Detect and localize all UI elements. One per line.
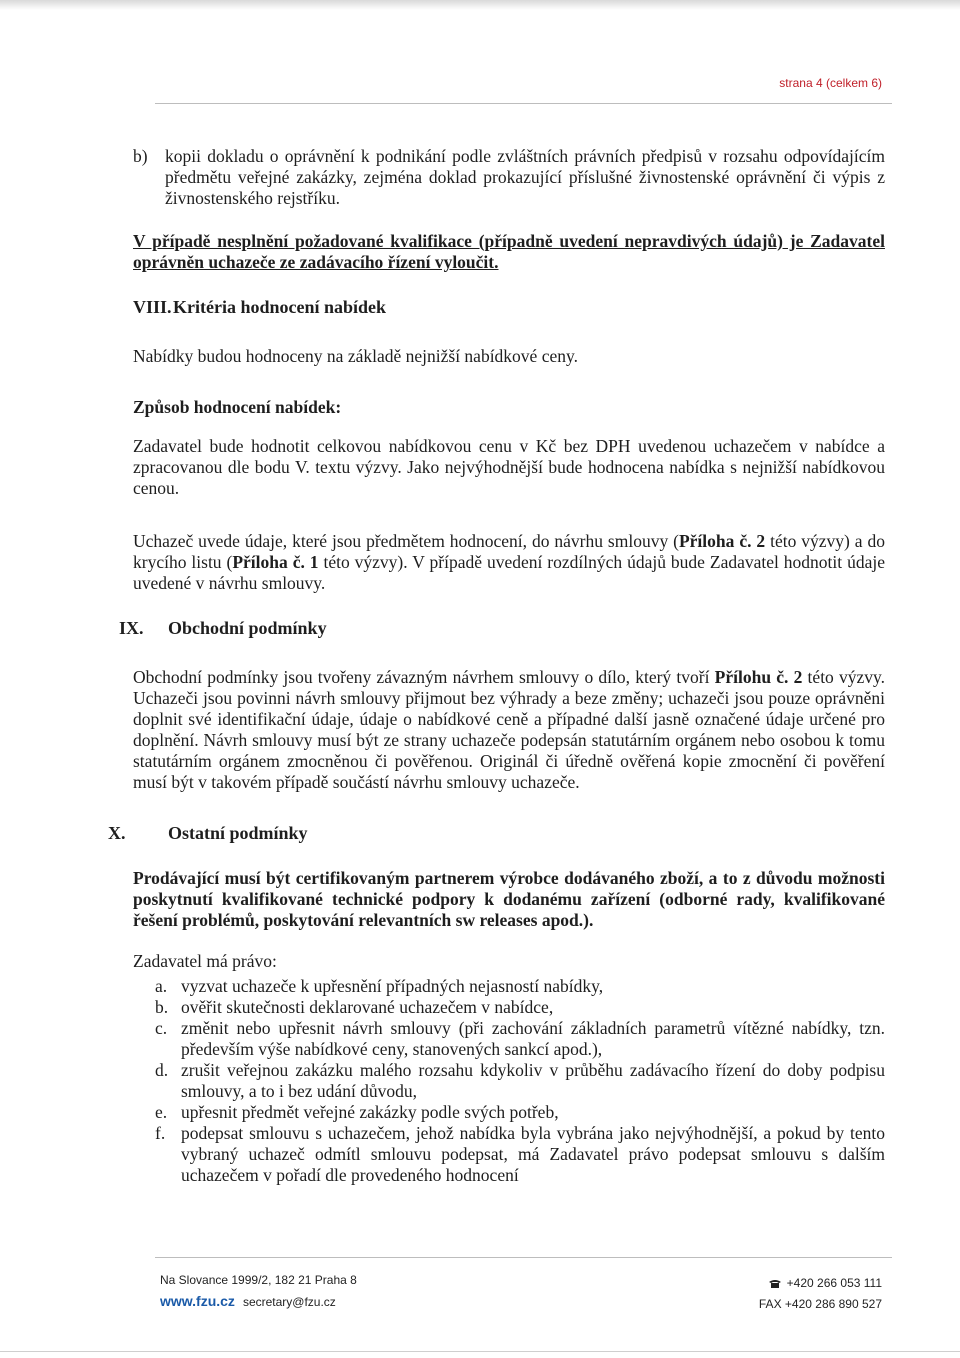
paragraph-text: Obchodní podmínky jsou tvořeny závazným návrhem smlouvy o dílo, který tvoří [133,667,715,687]
uchazec-data-paragraph [133,531,885,594]
paragraph-text: Uchazeč uvede údaje, které jsou předmětem hodnocení, do návrhu smlouvy ( [133,531,679,551]
footer-contact [160,1270,357,1313]
list-item-text: zrušit veřejnou zakázku malého rozsahu kdykoliv v průběhu zadávacího řízení do doby podpisu smlouvy, a to i bez udání důvodu, [181,1060,885,1101]
list-item-b [133,146,885,209]
email-link[interactable]: secretary@fzu.cz [242,1295,336,1309]
paragraph-text: této výzvy. Uchazeči jsou povinni návrh smlouvy přijmout bez výhrady a beze změny; uchazeči jsou pouze oprávněni doplnit své identifikační údaje, údaje o nabídkové ceně a případné další jasně označené údaje určené pro doplnění. Návrh smlouvy musí být ze strany uchazeče podepsán statutárním orgánem nebo osobou k tomu statutárním orgánem zmocněnou či pověřenou. Originál či úředně ověřená kopie zmocnění či pověření musí být v takovém případě součástí návrhu smlouvy uchazeče. [133,667,886,792]
rights-intro: Zadavatel má právo: [133,951,277,971]
attachment-ref-2: Příloha č. 2 [678,531,766,551]
list-item-label: b) [133,146,148,166]
section-number: IX. [119,618,144,638]
section-title: Ostatní podmínky [168,823,308,843]
certification-requirement: Prodávající musí být certifikovaným partnerem výrobce dodávaného zboží, a to z důvodu možnosti poskytnutí kvalifikované technické podpory k dodanému zařízení (odborné rady, kvalifikované řešení problémů, poskytování relevantních sw releases apod.). [133,868,885,930]
list-item [133,997,885,1018]
phone-number: +420 266 053 111 [786,1276,882,1290]
footer-address: Na Slovance 1999/2, 182 21 Praha 8 [160,1273,357,1287]
evaluation-intro: Nabídky budou hodnoceny na základě nejnižší nabídkové ceny. [133,346,578,366]
section-ix-heading [119,618,885,639]
list-item [133,1018,885,1060]
list-item-label: d. [155,1060,169,1080]
list-item-text: upřesnit předmět veřejné zakázky podle svých potřeb, [181,1102,559,1122]
list-item-label: b. [155,997,169,1017]
telephone-icon [769,1279,781,1288]
paragraph-text: této výzvy) a do krycího listu ( [133,531,885,572]
list-item-text: změnit nebo upřesnit návrh smlouvy (při zachování základních parametrů vítězné nabídky, tzn. především výše nabídkové ceny, stanovených sankcí apod.), [181,1018,885,1059]
list-item [133,976,885,997]
footer-phone-block [759,1273,882,1315]
section-viii-heading [133,297,885,318]
evaluation-method-text: Zadavatel bude hodnotit celkovou nabídkovou cenu v Kč bez DPH uvedenou uchazečem v nabídce a zpracovanou dle bodu V. textu výzvy. Jako nejvýhodnější bude hodnocena nabídka s nejnižší nabídkovou cenou. [133,436,885,498]
list-item-label: a. [155,976,168,996]
business-terms-paragraph [133,667,885,793]
list-item-label: f. [155,1123,166,1143]
list-item [133,1060,885,1102]
rights-list [133,976,885,1186]
paragraph-text: této výzvy). V případě uvedení rozdílných údajů bude Zadavatel hodnotit údaje uvedené v návrhu smlouvy. [133,552,885,593]
section-x-heading [108,823,885,844]
header-divider [155,103,892,104]
footer-web-line [160,1291,357,1313]
scan-edge [0,0,960,10]
page-number: strana 4 (celkem 6) [779,76,882,90]
list-item-text: kopii dokladu o oprávnění k podnikání podle zvláštních právních předpisů v rozsahu odpovídajícím předmětu veřejné zakázky, zejména doklad prokazující příslušné živnostenské oprávnění či výpis z živnostenského rejstříku. [165,146,885,208]
fax-number: FAX +420 286 890 527 [758,1297,882,1311]
list-item-text: vyzvat uchazeče k upřesnění případných nejasností nabídky, [181,976,604,996]
scan-bottom-edge [0,1351,960,1352]
document-body [108,146,886,1186]
list-item [133,1123,885,1186]
list-item-text: ověřit skutečnosti deklarované uchazečem v nabídce, [181,997,554,1017]
attachment-ref-2: Přílohu č. 2 [714,667,803,687]
evaluation-method-heading: Způsob hodnocení nabídek: [133,397,342,417]
exclusion-note: V případě nesplnění požadované kvalifikace (případně uvedení nepravdivých údajů) je Zadavatel oprávněn uchazeče ze zadávacího řízení vyloučit. [133,231,885,272]
section-number: VIII. [133,297,172,317]
footer-divider [155,1257,892,1258]
list-item-label: e. [155,1102,168,1122]
list-item-label: c. [155,1018,168,1038]
website-link[interactable]: www.fzu.cz [160,1293,235,1309]
list-item-text: podepsat smlouvu s uchazečem, jehož nabídka byla vybrána jako nejvýhodnější, a pokud by tento vybraný uchazeč odmítl smlouvu podepsat, má Zadavatel právo podepsat smlouvu s dalším uchazečem v pořadí dle provedeného hodnocení [181,1123,885,1185]
footer-phone-line [759,1273,882,1294]
section-number: X. [108,823,126,843]
list-item [133,1102,885,1123]
section-title: Kritéria hodnocení nabídek [173,297,387,317]
attachment-ref-1: Příloha č. 1 [232,552,319,572]
section-title: Obchodní podmínky [168,618,327,638]
